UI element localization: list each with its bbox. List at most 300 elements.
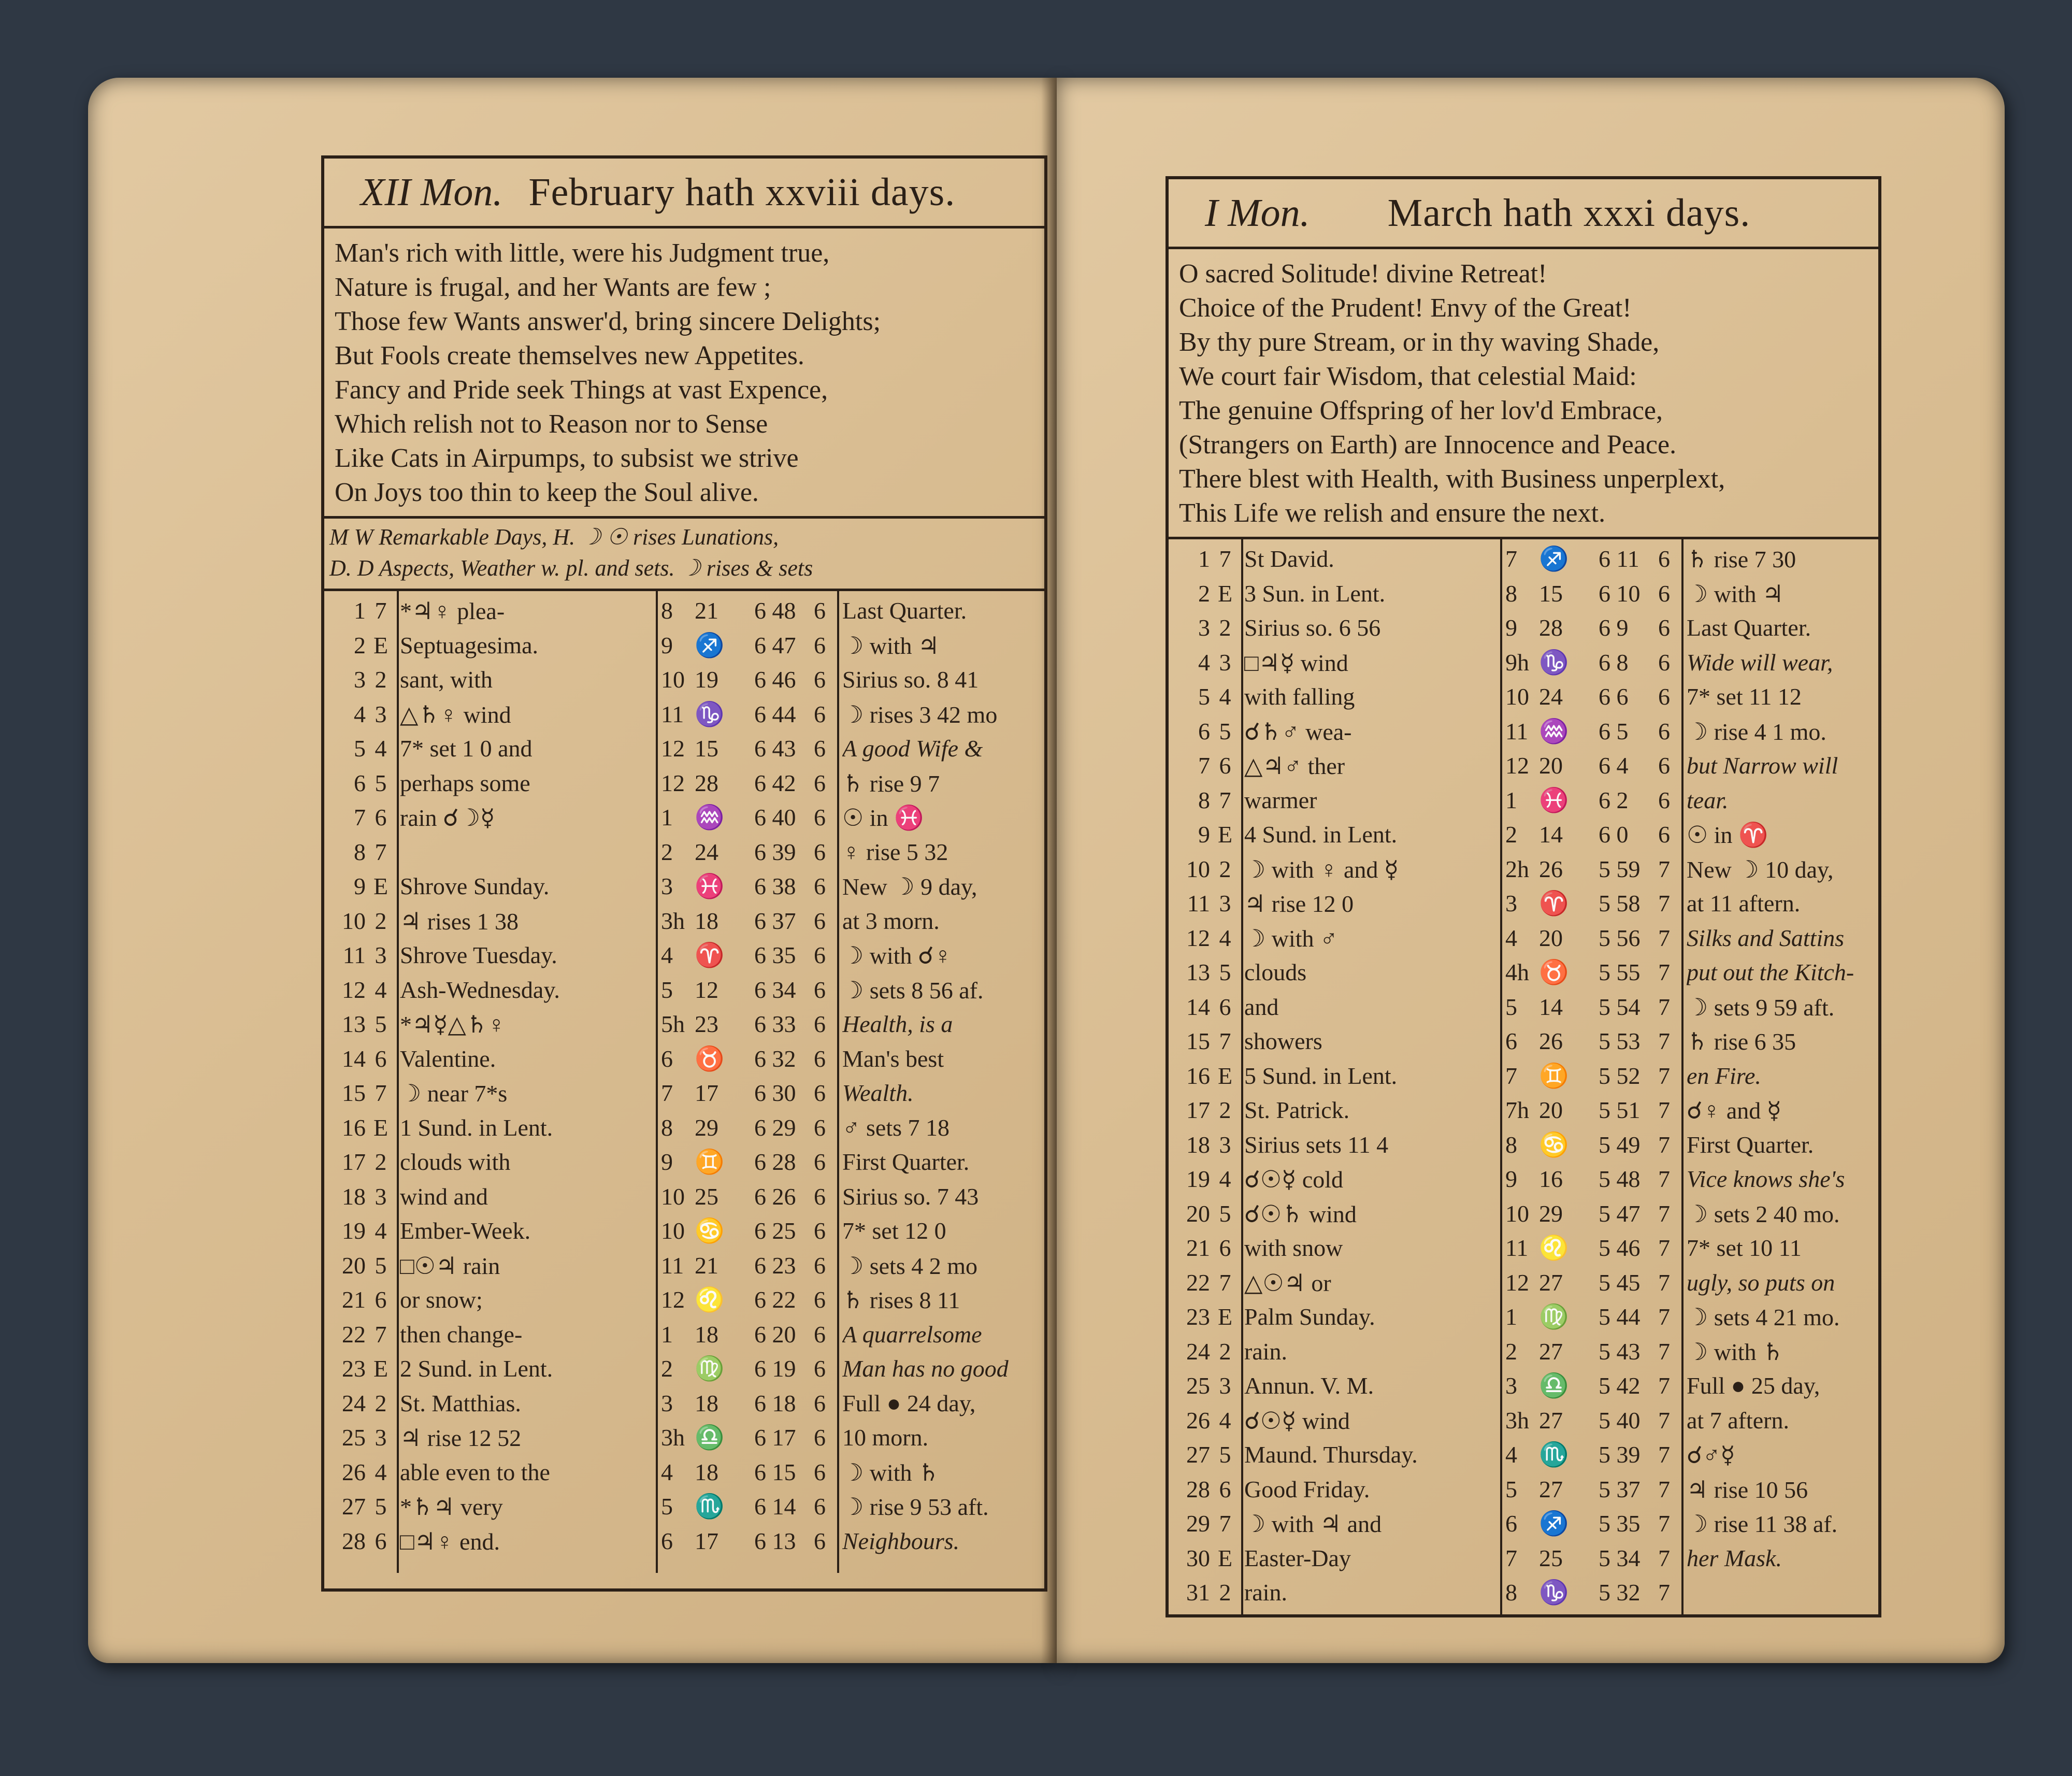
high-water: 7 (1505, 546, 1517, 572)
month-day: 29 (1186, 1510, 1210, 1537)
month-day: 9 (354, 873, 366, 899)
week-day: 7 (1219, 1028, 1231, 1054)
table-row (1169, 852, 1878, 887)
moon-place: ♒ (1539, 718, 1569, 744)
sun-sets: 6 (814, 976, 826, 1003)
sun-rises: 6 8 (1599, 649, 1629, 676)
remarkable-days: △♃♂ ther (1244, 753, 1345, 779)
high-water: 9h (1505, 649, 1529, 676)
lunations: ☽ rise 4 1 mo. (1687, 718, 1826, 745)
sun-rises: 6 13 (754, 1527, 796, 1554)
lunations: en Fire. (1687, 1062, 1761, 1089)
sun-sets: 6 (814, 1011, 826, 1037)
sun-rises: 6 46 (754, 666, 796, 693)
sun-sets: 7 (1658, 1062, 1670, 1089)
sun-rises: 5 45 (1599, 1269, 1641, 1296)
remarkable-days: rain. (1244, 1338, 1288, 1365)
sun-sets: 7 (1658, 1544, 1670, 1571)
week-day: 5 (1219, 1200, 1231, 1227)
high-water: 6 (1505, 1510, 1517, 1537)
high-water: 12 (661, 1286, 685, 1313)
verse-line: Fancy and Pride seek Things at vast Expence, (335, 375, 828, 405)
lunations: ☽ with ♄ (842, 1459, 940, 1486)
sun-rises: 6 14 (754, 1493, 796, 1520)
sun-sets: 7 (1658, 1028, 1670, 1054)
lunations: ♄ rise 9 7 (842, 770, 940, 797)
sun-sets: 7 (1658, 1200, 1670, 1227)
week-day: 2 (375, 1390, 387, 1416)
month-day: 4 (354, 700, 366, 727)
verse-line: Like Cats in Airpumps, to subsist we strive (335, 443, 799, 473)
lunations: ugly, so puts on (1687, 1269, 1835, 1296)
table-row (1169, 1300, 1878, 1335)
lunations: Last Quarter. (842, 597, 967, 624)
month-day: 13 (1186, 959, 1210, 985)
sun-rises: 5 49 (1599, 1131, 1641, 1158)
table-row (324, 1076, 1044, 1111)
table-row (324, 732, 1044, 766)
table-row (324, 1007, 1044, 1042)
table-row (1169, 1162, 1878, 1197)
moon-place: 26 (1539, 855, 1563, 882)
table-row (1169, 886, 1878, 921)
lunations: put out the Kitch- (1687, 959, 1854, 985)
lunations: Sirius so. 8 41 (842, 666, 979, 693)
high-water: 8 (661, 1114, 673, 1141)
sun-rises: 6 18 (754, 1390, 796, 1416)
month-day: 2 (354, 632, 366, 658)
month-day: 7 (1198, 752, 1210, 779)
lunations: 7* set 10 11 (1687, 1235, 1802, 1261)
moon-place: ♐ (1539, 1510, 1569, 1537)
moon-place: ♉ (1539, 959, 1569, 985)
week-day: 2 (1219, 1579, 1231, 1606)
high-water: 10 (1505, 1200, 1529, 1227)
table-row (324, 594, 1044, 628)
table-row (1169, 1059, 1878, 1094)
verse-line: O sacred Solitude! divine Retreat! (1179, 259, 1547, 289)
sun-rises: 5 54 (1599, 993, 1641, 1020)
table-row (1169, 542, 1878, 577)
sun-rises: 5 56 (1599, 924, 1641, 951)
remarkable-days: □♃♀ end. (400, 1528, 500, 1555)
moon-place: ♊ (695, 1149, 725, 1175)
lunations: ☽ with ☌♀ (842, 942, 952, 969)
table-row (324, 1249, 1044, 1283)
moon-place: 20 (1539, 924, 1563, 951)
remarkable-days: with snow (1244, 1235, 1343, 1261)
month-day: 5 (1198, 683, 1210, 710)
sun-rises: 6 6 (1599, 683, 1629, 710)
lunations: Health, is a (842, 1011, 953, 1037)
moon-place: 26 (1539, 1028, 1563, 1054)
sun-sets: 7 (1658, 1304, 1670, 1330)
remarkable-days: Good Friday. (1244, 1476, 1370, 1502)
table-row (1169, 1266, 1878, 1300)
sun-rises: 6 2 (1599, 786, 1629, 813)
high-water: 3h (661, 1424, 685, 1451)
sun-rises: 5 52 (1599, 1062, 1641, 1089)
sun-rises: 5 53 (1599, 1028, 1641, 1054)
lunations: Wide will wear, (1687, 649, 1833, 676)
lunations: Neighbours. (842, 1527, 960, 1554)
sun-sets: 6 (814, 597, 826, 624)
remarkable-days: St. Matthias. (400, 1390, 521, 1416)
high-water: 9 (1505, 1166, 1517, 1192)
march-frame (1166, 176, 1881, 1617)
sun-sets: 6 (814, 1286, 826, 1313)
sun-rises: 5 43 (1599, 1338, 1641, 1365)
high-water: 7 (1505, 1544, 1517, 1571)
remarkable-days: 2 Sund. in Lent. (400, 1355, 553, 1382)
moon-place: ♓ (1539, 786, 1569, 813)
lunations: Man has no good (842, 1355, 1009, 1382)
sun-sets: 6 (814, 873, 826, 899)
sun-sets: 6 (814, 1183, 826, 1210)
week-day: E (373, 632, 388, 658)
remarkable-days: and (1244, 993, 1279, 1020)
week-day: 6 (375, 1527, 387, 1554)
sun-rises: 5 47 (1599, 1200, 1641, 1227)
remarkable-days: Ash-Wednesday. (400, 976, 560, 1003)
high-water: 1 (661, 804, 673, 830)
high-water: 9 (1505, 614, 1517, 641)
sun-sets: 6 (1658, 786, 1670, 813)
week-day: 6 (375, 1286, 387, 1313)
moon-place: 12 (695, 976, 718, 1003)
lunations: ♀ rise 5 32 (842, 838, 948, 865)
high-water: 3h (1505, 1407, 1529, 1434)
high-water: 8 (1505, 580, 1517, 607)
week-day: E (1217, 821, 1233, 848)
remarkable-days: 3 Sun. in Lent. (1244, 580, 1386, 607)
sun-rises: 5 55 (1599, 959, 1641, 985)
moon-place: 21 (695, 597, 718, 624)
remarkable-days: with falling (1244, 683, 1355, 710)
week-day: E (373, 1355, 388, 1382)
sun-rises: 6 38 (754, 873, 796, 899)
sun-rises: 5 58 (1599, 890, 1641, 916)
month-day: 24 (1186, 1338, 1210, 1365)
month-day: 1 (1198, 546, 1210, 572)
sun-sets: 6 (814, 1390, 826, 1416)
lunations: Last Quarter. (1687, 614, 1811, 641)
february-verse (335, 236, 1039, 510)
moon-place: ♍ (695, 1355, 725, 1382)
remarkable-days: △☉♃ or (1244, 1269, 1331, 1296)
month-number: XII Mon. (361, 170, 503, 214)
remarkable-days: ♃ rise 12 52 (400, 1425, 522, 1451)
remarkable-days: *♃☿△♄♀ (400, 1011, 506, 1038)
moon-place: 24 (695, 838, 718, 865)
month-heading: February hath xxviii days. (528, 170, 956, 214)
sun-sets: 7 (1658, 1579, 1670, 1606)
table-row (1169, 1231, 1878, 1266)
week-day: 4 (375, 1218, 387, 1244)
table-row (324, 1111, 1044, 1145)
remarkable-days: Ember-Week. (400, 1218, 531, 1244)
sun-rises: 5 37 (1599, 1476, 1641, 1502)
sun-sets: 7 (1658, 993, 1670, 1020)
verse-line: By thy pure Stream, or in thy waving Shade, (1179, 327, 1660, 357)
table-row (1169, 1541, 1878, 1576)
sun-sets: 7 (1658, 855, 1670, 882)
high-water: 12 (1505, 752, 1529, 779)
table-row (1169, 1403, 1878, 1438)
high-water: 1 (661, 1321, 673, 1348)
moon-place: ♑ (1539, 1579, 1569, 1606)
table-row (324, 1214, 1044, 1249)
week-day: 3 (1219, 649, 1231, 676)
week-day: E (1217, 1544, 1233, 1571)
high-water: 2 (661, 838, 673, 865)
remarkable-days: ☽ with ♂ (1244, 925, 1338, 952)
sun-rises: 5 44 (1599, 1304, 1641, 1330)
week-day: 4 (1219, 1407, 1231, 1434)
table-row (324, 628, 1044, 663)
table-row (324, 800, 1044, 835)
sun-sets: 6 (1658, 683, 1670, 710)
lunations: ☽ with ♃ (842, 632, 940, 659)
sun-rises: 5 34 (1599, 1544, 1641, 1571)
sun-sets: 6 (1658, 580, 1670, 607)
month-day: 24 (342, 1390, 366, 1416)
sun-rises: 6 43 (754, 735, 796, 762)
lunations: ♄ rise 7 30 (1687, 546, 1796, 572)
table-row (1169, 1024, 1878, 1059)
lunations: 7* set 11 12 (1687, 683, 1802, 710)
lunations: A quarrelsome (842, 1321, 982, 1348)
week-day: 7 (1219, 546, 1231, 572)
table-row (1169, 611, 1878, 646)
moon-place: ♋ (1539, 1131, 1569, 1158)
table-row (1169, 1128, 1878, 1163)
moon-place: 16 (1539, 1166, 1563, 1192)
remarkable-days: 1 Sund. in Lent. (400, 1114, 553, 1141)
table-row (1169, 1093, 1878, 1128)
sun-rises: 6 9 (1599, 614, 1629, 641)
moon-place: 23 (695, 1011, 718, 1037)
high-water: 7 (661, 1080, 673, 1106)
month-day: 15 (1186, 1028, 1210, 1054)
week-day: 5 (375, 1252, 387, 1279)
high-water: 3 (1505, 1372, 1517, 1399)
remarkable-days: Septuagesima. (400, 632, 538, 658)
month-day: 10 (1186, 855, 1210, 882)
month-day: 14 (1186, 993, 1210, 1020)
month-day: 27 (342, 1493, 366, 1520)
lunations: at 11 aftern. (1687, 890, 1801, 916)
week-day: 3 (375, 1424, 387, 1451)
month-day: 21 (342, 1286, 366, 1313)
week-day: E (373, 873, 388, 899)
moon-place: ♋ (695, 1218, 725, 1244)
month-day: 8 (354, 838, 366, 865)
high-water: 5h (661, 1011, 685, 1037)
week-day: 4 (375, 976, 387, 1003)
march-table (1169, 542, 1878, 1610)
sun-rises: 6 30 (754, 1080, 796, 1106)
table-row (1169, 1369, 1878, 1403)
high-water: 8 (1505, 1131, 1517, 1158)
high-water: 1 (1505, 786, 1517, 813)
sun-sets: 7 (1658, 1235, 1670, 1261)
week-day: 5 (375, 769, 387, 796)
month-day: 28 (1186, 1476, 1210, 1502)
sun-sets: 7 (1658, 1131, 1670, 1158)
sun-rises: 6 28 (754, 1149, 796, 1175)
moon-place: 18 (695, 1321, 718, 1348)
table-row (324, 869, 1044, 904)
sun-sets: 6 (814, 1252, 826, 1279)
column-header-2: D. D Aspects, Weather w. pl. and sets. ☽ rises & sets (329, 555, 813, 581)
lunations: ♄ rises 8 11 (842, 1287, 960, 1313)
high-water: 10 (1505, 683, 1529, 710)
remarkable-days: Sirius sets 11 4 (1244, 1131, 1389, 1158)
moon-place: 25 (695, 1183, 718, 1210)
remarkable-days: 5 Sund. in Lent. (1244, 1062, 1398, 1089)
remarkable-days: *♃♀ plea- (400, 598, 505, 624)
verse-line: Nature is frugal, and her Wants are few ; (335, 273, 771, 302)
month-day: 15 (342, 1080, 366, 1106)
lunations: 7* set 12 0 (842, 1218, 946, 1244)
sun-sets: 6 (814, 1321, 826, 1348)
sun-rises: 6 11 (1599, 546, 1639, 572)
sun-rises: 6 20 (754, 1321, 796, 1348)
sun-sets: 6 (1658, 614, 1670, 641)
week-day: 2 (375, 907, 387, 934)
remarkable-days: wind and (400, 1183, 488, 1210)
week-day: 6 (1219, 993, 1231, 1020)
sun-rises: 5 32 (1599, 1579, 1641, 1606)
remarkable-days: ♃ rises 1 38 (400, 908, 519, 935)
sun-rises: 5 42 (1599, 1372, 1641, 1399)
week-day: 7 (1219, 786, 1231, 813)
high-water: 3 (661, 1390, 673, 1416)
table-row (324, 1524, 1044, 1559)
table-row (1169, 1197, 1878, 1231)
month-day: 20 (342, 1252, 366, 1279)
table-row (1169, 646, 1878, 680)
sun-sets: 6 (814, 838, 826, 865)
verse-line: Choice of the Prudent! Envy of the Great! (1179, 293, 1632, 323)
verse-line: Man's rich with little, were his Judgment true, (335, 238, 830, 268)
lunations: ♄ rise 6 35 (1687, 1028, 1796, 1055)
high-water: 12 (661, 735, 685, 762)
sun-rises: 6 37 (754, 907, 796, 934)
table-row (1169, 818, 1878, 852)
sun-rises: 6 35 (754, 942, 796, 968)
month-heading: March hath xxxi days. (1387, 191, 1751, 235)
moon-place: 15 (695, 735, 718, 762)
remarkable-days: Maund. Thursday. (1244, 1441, 1418, 1468)
sun-rises: 6 34 (754, 976, 796, 1003)
moon-place: ♏ (1539, 1441, 1569, 1468)
week-day: 2 (1219, 1097, 1231, 1123)
february-title (324, 164, 1044, 221)
high-water: 6 (661, 1527, 673, 1554)
sun-rises: 6 15 (754, 1458, 796, 1485)
table-row (1169, 749, 1878, 783)
sun-rises: 5 59 (1599, 855, 1641, 882)
week-day: 3 (375, 942, 387, 968)
sun-sets: 6 (814, 1527, 826, 1554)
sun-rises: 6 33 (754, 1011, 796, 1037)
month-day: 26 (342, 1458, 366, 1485)
lunations: ☽ sets 2 40 mo. (1687, 1200, 1840, 1227)
right-page (1057, 78, 2005, 1663)
moon-place: 27 (1539, 1407, 1563, 1434)
high-water: 3h (661, 907, 685, 934)
table-row (1169, 1335, 1878, 1369)
lunations: ☽ sets 9 59 aft. (1687, 994, 1835, 1021)
week-day: 5 (1219, 718, 1231, 744)
table-row (324, 1455, 1044, 1490)
high-water: 4h (1505, 959, 1529, 985)
high-water: 11 (1505, 1235, 1529, 1261)
moon-place: 29 (1539, 1200, 1563, 1227)
sun-sets: 7 (1658, 1269, 1670, 1296)
remarkable-days: 4 Sund. in Lent. (1244, 821, 1398, 848)
month-day: 10 (342, 907, 366, 934)
month-day: 5 (354, 735, 366, 762)
moon-place: ♑ (695, 700, 725, 727)
sun-rises: 6 39 (754, 838, 796, 865)
sun-rises: 6 0 (1599, 821, 1629, 848)
sun-rises: 6 29 (754, 1114, 796, 1141)
remarkable-days: ☌♄♂ wea- (1244, 718, 1352, 745)
verse-line: The genuine Offspring of her lov'd Embrace, (1179, 396, 1663, 425)
high-water: 12 (661, 769, 685, 796)
lunations: 10 morn. (842, 1424, 929, 1451)
week-day: 4 (375, 1458, 387, 1485)
week-day: 5 (375, 1011, 387, 1037)
month-day: 6 (1198, 718, 1210, 744)
remarkable-days: ☽ near 7*s (400, 1080, 508, 1107)
moon-place: 19 (695, 666, 718, 693)
high-water: 9 (661, 1149, 673, 1175)
sun-rises: 6 5 (1599, 718, 1629, 744)
sun-rises: 5 39 (1599, 1441, 1641, 1468)
moon-place: ♉ (695, 1045, 725, 1072)
february-table (324, 594, 1044, 1558)
moon-place: ♍ (1539, 1304, 1569, 1330)
table-row (1169, 577, 1878, 611)
moon-place: 21 (695, 1252, 718, 1279)
sun-rises: 6 42 (754, 769, 796, 796)
month-day: 12 (342, 976, 366, 1003)
month-day: 18 (1186, 1131, 1210, 1158)
moon-place: 29 (695, 1114, 718, 1141)
table-row (324, 1317, 1044, 1352)
sun-rises: 5 51 (1599, 1097, 1641, 1123)
table-row (1169, 1438, 1878, 1472)
high-water: 4 (661, 1458, 673, 1485)
sun-sets: 6 (814, 1355, 826, 1382)
table-row (324, 973, 1044, 1008)
week-day: 6 (1219, 1235, 1231, 1261)
month-day: 22 (342, 1321, 366, 1348)
high-water: 3 (1505, 890, 1517, 916)
lunations: Silks and Sattins (1687, 924, 1845, 951)
high-water: 10 (661, 1218, 685, 1244)
remarkable-days: or snow; (400, 1286, 483, 1313)
lunations: ☌♀ and ☿ (1687, 1097, 1782, 1124)
remarkable-days: then change- (400, 1321, 523, 1348)
lunations: Full ● 25 day, (1687, 1372, 1820, 1399)
march-title (1169, 184, 1878, 241)
month-day: 19 (342, 1218, 366, 1244)
